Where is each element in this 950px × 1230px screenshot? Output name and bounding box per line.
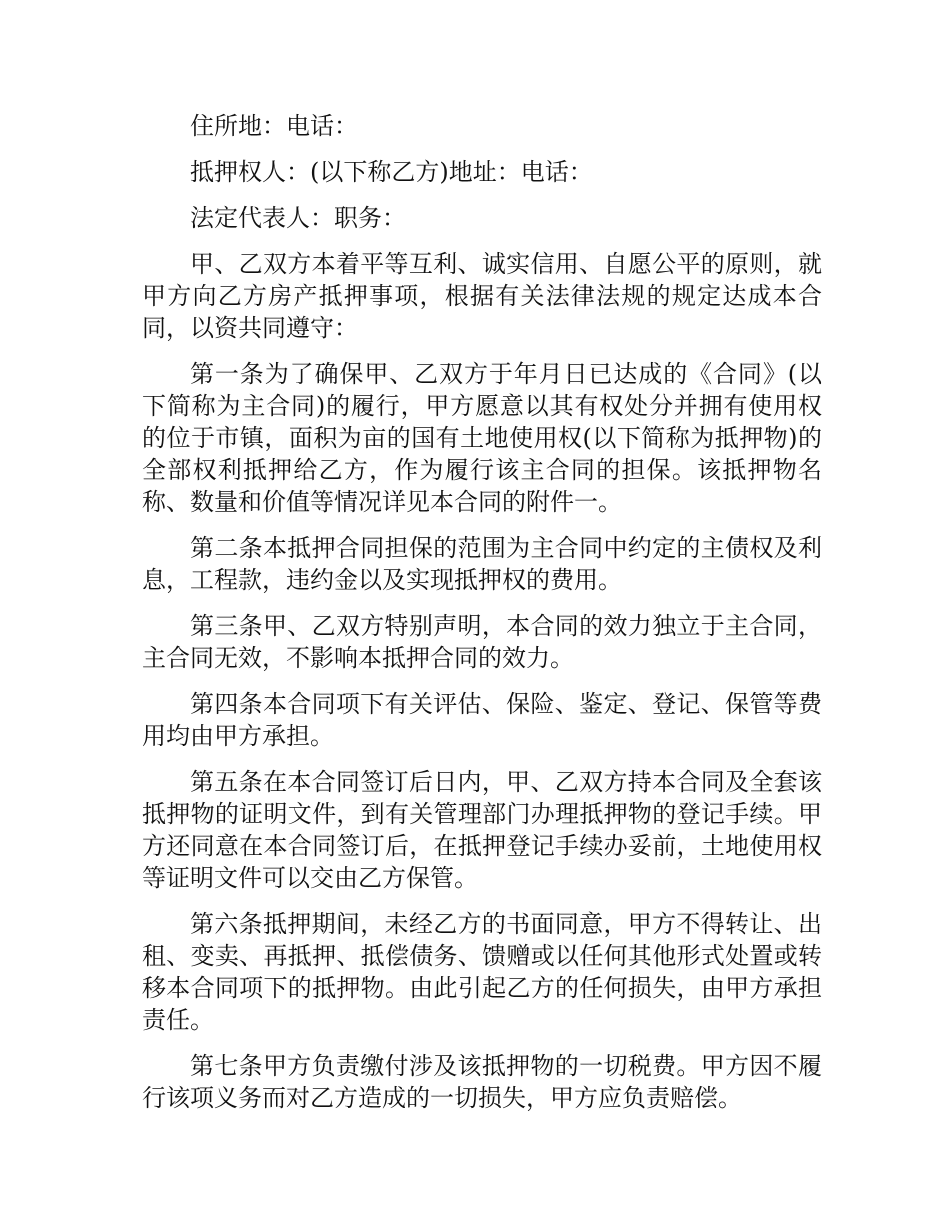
article-6: 第六条抵押期间，未经乙方的书面同意，甲方不得转让、出租、变卖、再抵押、抵偿债务、馈赠或以任何其他形式处置或转移本合同项下的抵押物。由此引起乙方的任何损失，由甲方承担责任。 xyxy=(142,910,822,1034)
preamble-paragraph: 甲、乙双方本着平等互利、诚实信用、自愿公平的原则，就甲方向乙方房产抵押事项，根据有关法律法规的规定达成本合同，以资共同遵守： xyxy=(142,250,822,342)
mortgagee-line: 抵押权人：(以下称乙方)地址：电话： xyxy=(190,158,593,186)
article-1: 第一条为了确保甲、乙双方于年月日已达成的《合同》(以下简称为主合同)的履行，甲方愿意以其有权处分并拥有使用权的位于市镇，面积为亩的国有土地使用权(以下简称为抵押物)的全部权利抵押给乙方，作为履行该主合同的担保。该抵押物名称、数量和价值等情况详见本合同的附件一。 xyxy=(142,360,822,516)
article-3: 第三条甲、乙双方特别声明，本合同的效力独立于主合同，主合同无效，不影响本抵押合同的效力。 xyxy=(142,612,822,672)
address-phone-line: 住所地：电话： xyxy=(190,112,358,140)
document-page xyxy=(142,110,822,1128)
article-4: 第四条本合同项下有关评估、保险、鉴定、登记、保管等费用均由甲方承担。 xyxy=(142,690,822,750)
article-5: 第五条在本合同签订后日内，甲、乙双方持本合同及全套该抵押物的证明文件，到有关管理部门办理抵押物的登记手续。甲方还同意在本合同签订后，在抵押登记手续办妥前，土地使用权等证明文件可以交由乙方保管。 xyxy=(142,768,822,892)
article-7: 第七条甲方负责缴付涉及该抵押物的一切税费。甲方因不履行该项义务而对乙方造成的一切损失，甲方应负责赔偿。 xyxy=(142,1052,822,1112)
legal-representative-line: 法定代表人：职务： xyxy=(190,204,406,232)
article-2: 第二条本抵押合同担保的范围为主合同中约定的主债权及利息，工程款，违约金以及实现抵押权的费用。 xyxy=(142,534,822,594)
